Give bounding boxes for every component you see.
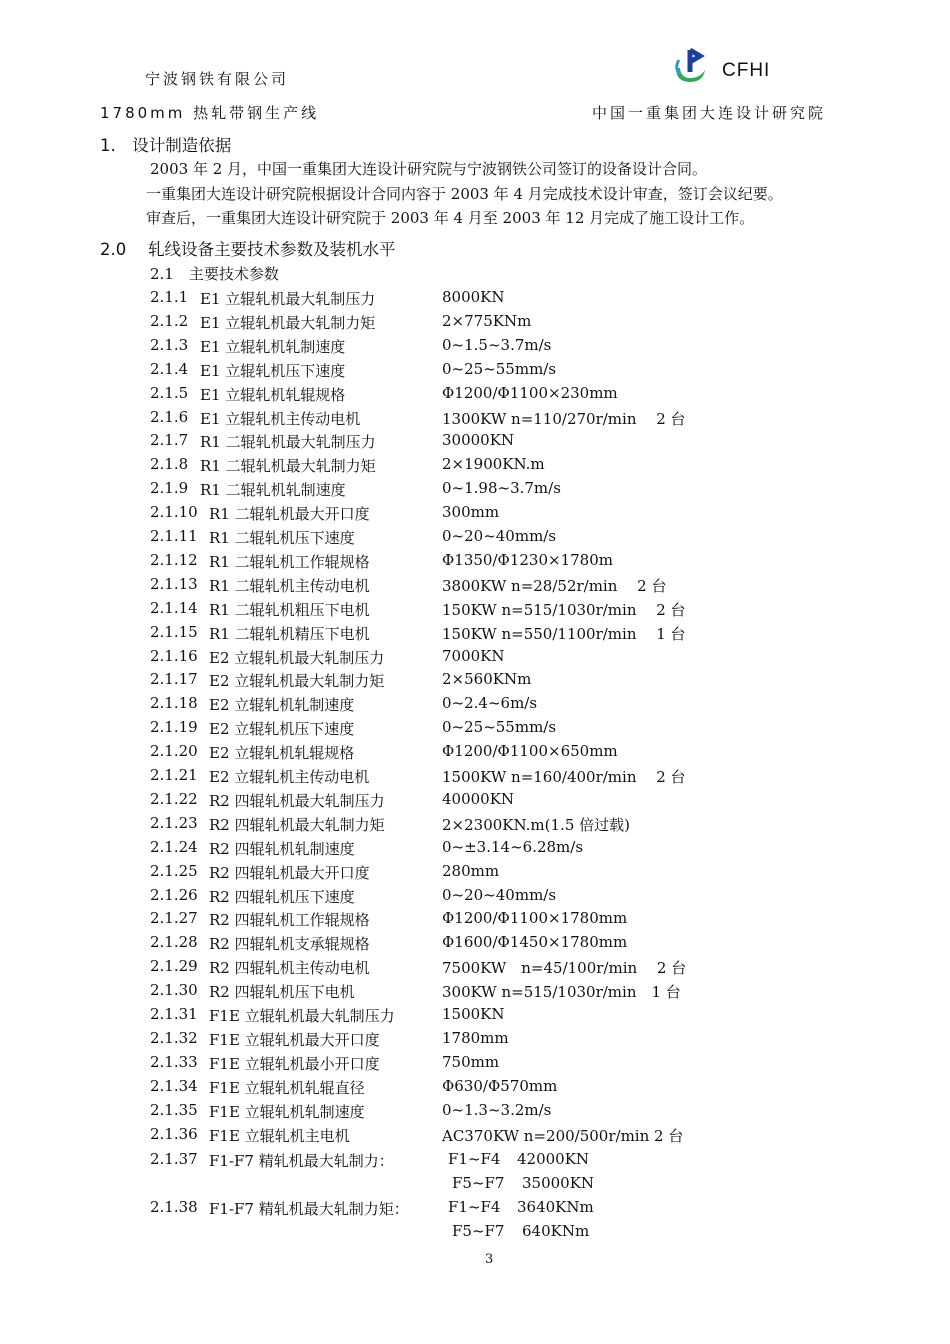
parameter-number: 2.1.7 (150, 431, 189, 450)
parameter-value: Φ1200/Φ1100×230mm (442, 383, 618, 402)
parameter-number: 2.1.3 (150, 335, 189, 354)
parameter-number: 2.1.6 (150, 407, 189, 426)
parameter-value: 0~1.3~3.2m/s (442, 1100, 552, 1119)
parameter-value: 0~1.5~3.7m/s (442, 335, 552, 354)
parameter-value: Φ1200/Φ1100×1780mm (442, 909, 628, 928)
production-line-title: 1780mm 热轧带钢生产线 (100, 104, 320, 122)
parameter-row (150, 886, 850, 910)
parameter-row (150, 575, 850, 599)
parameter-value: 3800KW n=28/52r/min 2 台 (442, 576, 667, 595)
parameter-number: 2.1.1 (150, 288, 189, 306)
parameter-row (150, 742, 850, 766)
parameter-row (150, 503, 850, 527)
parameter-row (150, 455, 850, 479)
parameter-number: 2.1.4 (150, 359, 189, 378)
parameter-value: 750mm (442, 1052, 500, 1071)
parameter-row (150, 1125, 850, 1149)
section-2-1-title: 2.1 主要技术参数 (150, 265, 279, 283)
parameter-value: 2×2300KN.m(1.5 倍过载) (442, 815, 630, 834)
parameter-number: 2.1.2 (150, 311, 189, 330)
parameter-number: 2.1.38 (150, 1198, 198, 1216)
parameter-label: R1 二辊轧机精压下电机 (209, 624, 370, 643)
parameter-number: 2.1.35 (150, 1100, 198, 1119)
parameter-label: F1E 立辊轧机主电机 (209, 1126, 350, 1145)
parameter-row (150, 1101, 850, 1125)
parameter-number: 2.1.27 (150, 909, 198, 928)
parameter-label: R1 二辊轧机最大开口度 (209, 505, 370, 524)
parameter-value: 280mm (442, 861, 500, 880)
parameter-label: E1 立辊轧机轧辊规格 (200, 385, 346, 404)
parameter-label: R1 二辊轧机工作辊规格 (209, 552, 370, 571)
parameter-row (150, 933, 850, 957)
parameter-subrow (150, 1222, 850, 1246)
parameter-label: E1 立辊轧机轧制速度 (200, 337, 346, 356)
section-1-paragraph-2: 一重集团大连设计研究院根据设计合同内容于 2003 年 4 月完成技术设计审查，签订会议纪要。 (146, 185, 783, 203)
parameter-row (150, 384, 850, 408)
parameter-number: 2.1.29 (150, 957, 198, 976)
parameter-number: 2.1.11 (150, 527, 198, 545)
parameter-row (150, 360, 850, 384)
parameter-label: R2 四辊轧机最大轧制力矩 (209, 815, 385, 834)
parameter-number: 2.1.31 (150, 1005, 198, 1023)
parameter-number: 2.1.32 (150, 1028, 198, 1047)
parameter-row (150, 431, 850, 455)
parameter-row (150, 1198, 850, 1222)
parameter-value: Φ1600/Φ1450×1780mm (442, 933, 628, 952)
parameter-value: 7500KW n=45/100r/min 2 台 (442, 959, 687, 978)
parameter-label: F1E 立辊轧机轧辊直径 (209, 1078, 365, 1097)
parameter-subgroup-name: F1~F4 (448, 1198, 501, 1216)
parameter-value: Φ1350/Φ1230×1780m (442, 550, 613, 569)
parameter-label: R2 四辊轧机最大轧制压力 (209, 791, 385, 810)
parameter-subgroup-name: F5~F7 (452, 1174, 505, 1192)
parameter-value: 300KW n=515/1030r/min 1 台 (442, 983, 681, 1002)
parameter-row (150, 957, 850, 981)
parameter-label: R2 四辊轧机压下电机 (209, 983, 355, 1002)
parameter-number: 2.1.16 (150, 646, 198, 665)
parameter-value: 0~20~40mm/s (442, 885, 557, 904)
parameter-row (150, 599, 850, 623)
parameter-label: F1-F7 精轧机最大轧制力： (209, 1152, 394, 1170)
parameter-row (150, 862, 850, 886)
parameter-label: R2 四辊轧机压下速度 (209, 887, 355, 906)
section-1-title: 1. 设计制造依据 (100, 136, 232, 155)
parameter-label: R1 二辊轧机粗压下电机 (209, 600, 370, 619)
parameter-row (150, 909, 850, 933)
parameter-label: R1 二辊轧机最大轧制压力 (200, 433, 376, 452)
parameter-row (150, 838, 850, 862)
parameter-number: 2.1.26 (150, 885, 198, 904)
parameter-value: 0~25~55mm/s (442, 359, 557, 378)
parameter-number: 2.1.33 (150, 1052, 198, 1071)
parameter-row (150, 790, 850, 814)
parameter-row (150, 981, 850, 1005)
parameter-row (150, 1077, 850, 1101)
parameter-label: E2 立辊轧机轧制速度 (209, 696, 355, 715)
parameter-label: F1E 立辊轧机轧制速度 (209, 1102, 365, 1121)
parameter-label: E1 立辊轧机最大轧制压力 (200, 290, 376, 308)
parameter-value: 1780mm (442, 1028, 509, 1047)
parameter-label: E2 立辊轧机压下速度 (209, 720, 355, 739)
parameter-label: R2 四辊轧机最大开口度 (209, 863, 370, 882)
parameter-value: 150KW n=550/1100r/min 1 台 (442, 624, 686, 643)
parameter-label: E2 立辊轧机主传动电机 (209, 768, 370, 786)
parameter-row (150, 336, 850, 360)
parameter-row (150, 814, 850, 838)
parameter-label: E1 立辊轧机主传动电机 (200, 409, 361, 428)
parameter-label: R2 四辊轧机轧制速度 (209, 839, 355, 858)
parameter-label: R1 二辊轧机压下速度 (209, 529, 355, 547)
company-name: 宁波钢铁有限公司 (145, 70, 290, 88)
parameter-row (150, 479, 850, 503)
parameter-row (150, 1029, 850, 1053)
parameter-number: 2.1.25 (150, 861, 198, 880)
parameter-number: 2.1.36 (150, 1124, 198, 1143)
parameter-number: 2.1.34 (150, 1076, 198, 1095)
parameter-number: 2.1.15 (150, 622, 198, 641)
parameter-value: Φ630/Φ570mm (442, 1076, 558, 1095)
parameter-number: 2.1.28 (150, 933, 198, 952)
parameter-number: 2.1.19 (150, 718, 198, 737)
parameter-value: 0~25~55mm/s (442, 718, 557, 737)
parameter-label: R1 二辊轧机轧制速度 (200, 481, 346, 500)
parameter-label: F1E 立辊轧机最大轧制压力 (209, 1007, 395, 1025)
parameter-number: 2.1.30 (150, 981, 198, 1000)
parameter-value: 1500KN (442, 1005, 505, 1023)
parameter-number: 2.1.9 (150, 479, 189, 498)
parameter-number: 2.1.13 (150, 574, 198, 593)
parameter-label: R1 二辊轧机最大轧制力矩 (200, 457, 376, 476)
parameter-subgroup-value: 35000KN (522, 1174, 595, 1192)
parameter-value: 2×775KNm (442, 311, 532, 330)
parameter-row (150, 527, 850, 551)
parameter-number: 2.1.20 (150, 742, 198, 761)
section-1-paragraph-3: 审查后，一重集团大连设计研究院于 2003 年 4 月至 2003 年 12 月完成了施工设计工作。 (146, 209, 755, 227)
parameter-number: 2.1.5 (150, 383, 189, 402)
parameter-value: 1500KW n=160/400r/min 2 台 (442, 768, 686, 786)
parameter-number: 2.1.8 (150, 455, 189, 474)
parameter-row (150, 551, 850, 575)
parameter-subgroup-value: 640KNm (522, 1222, 590, 1240)
parameter-label: R2 四辊轧机支承辊规格 (209, 935, 370, 954)
parameter-number: 2.1.18 (150, 694, 198, 713)
parameter-number: 2.1.21 (150, 766, 198, 784)
parameter-label: E2 立辊轧机最大轧制力矩 (209, 672, 385, 691)
parameter-number: 2.1.37 (150, 1150, 198, 1168)
parameter-label: E1 立辊轧机压下速度 (200, 361, 346, 380)
parameter-value: 0~1.98~3.7m/s (442, 479, 561, 498)
parameter-label: E2 立辊轧机轧辊规格 (209, 744, 355, 763)
logo-text: CFHI (722, 60, 771, 81)
parameter-row (150, 1053, 850, 1077)
parameter-row (150, 766, 850, 790)
parameter-number: 2.1.17 (150, 670, 198, 689)
parameter-value: 150KW n=515/1030r/min 2 台 (442, 600, 686, 619)
parameter-value: 8000KN (442, 288, 505, 306)
parameter-row (150, 1150, 850, 1174)
parameter-number: 2.1.10 (150, 503, 198, 522)
parameter-value: 7000KN (442, 646, 505, 665)
parameter-row (150, 647, 850, 671)
parameter-value: Φ1200/Φ1100×650mm (442, 742, 618, 761)
parameter-label: E1 立辊轧机最大轧制力矩 (200, 313, 376, 332)
parameter-value: 2×1900KN.m (442, 455, 545, 474)
parameter-value: 1300KW n=110/270r/min 2 台 (442, 409, 686, 428)
parameter-value: 0~20~40mm/s (442, 527, 557, 545)
parameter-number: 2.1.14 (150, 598, 198, 617)
institute-name: 中国一重集团大连设计研究院 (592, 104, 827, 122)
parameter-label: R1 二辊轧机主传动电机 (209, 576, 370, 595)
parameter-label: F1E 立辊轧机最大开口度 (209, 1030, 380, 1049)
parameter-row (150, 288, 850, 312)
parameter-label: R2 四辊轧机工作辊规格 (209, 911, 370, 930)
parameter-number: 2.1.23 (150, 813, 198, 832)
parameter-value: 300mm (442, 503, 500, 522)
parameter-subgroup-name: F5~F7 (452, 1222, 505, 1240)
parameter-value: 40000KN (442, 789, 515, 808)
parameter-row (150, 670, 850, 694)
parameter-number: 2.1.24 (150, 837, 198, 856)
parameter-row (150, 718, 850, 742)
page-number: 3 (485, 1252, 494, 1267)
parameter-number: 2.1.22 (150, 789, 198, 808)
parameter-row (150, 408, 850, 432)
section-2-title: 2.0 轧线设备主要技术参数及装机水平 (100, 240, 396, 259)
parameter-subgroup-value: 42000KN (517, 1150, 590, 1168)
parameter-value: 0~2.4~6m/s (442, 694, 538, 713)
parameter-subgroup-name: F1~F4 (448, 1150, 501, 1168)
parameter-subrow (150, 1174, 850, 1198)
parameter-label: F1-F7 精轧机最大轧制力矩： (209, 1200, 409, 1218)
parameter-row (150, 623, 850, 647)
parameter-value: 0~±3.14~6.28m/s (442, 837, 584, 856)
parameter-subgroup-value: 3640KNm (517, 1198, 594, 1216)
parameter-row (150, 312, 850, 336)
parameter-value: AC370KW n=200/500r/min 2 台 (442, 1126, 684, 1145)
parameter-label: E2 立辊轧机最大轧制压力 (209, 648, 385, 667)
parameter-row (150, 1005, 850, 1029)
section-1-paragraph-1: 2003 年 2 月，中国一重集团大连设计研究院与宁波钢铁公司签订的设备设计合同。 (150, 160, 708, 178)
parameter-number: 2.1.12 (150, 550, 198, 569)
parameter-value: 2×560KNm (442, 670, 532, 689)
cfhi-logo-icon (670, 46, 710, 86)
parameter-row (150, 694, 850, 718)
parameter-label: R2 四辊轧机主传动电机 (209, 959, 370, 978)
parameter-value: 30000KN (442, 431, 515, 450)
parameter-label: F1E 立辊轧机最小开口度 (209, 1054, 380, 1073)
